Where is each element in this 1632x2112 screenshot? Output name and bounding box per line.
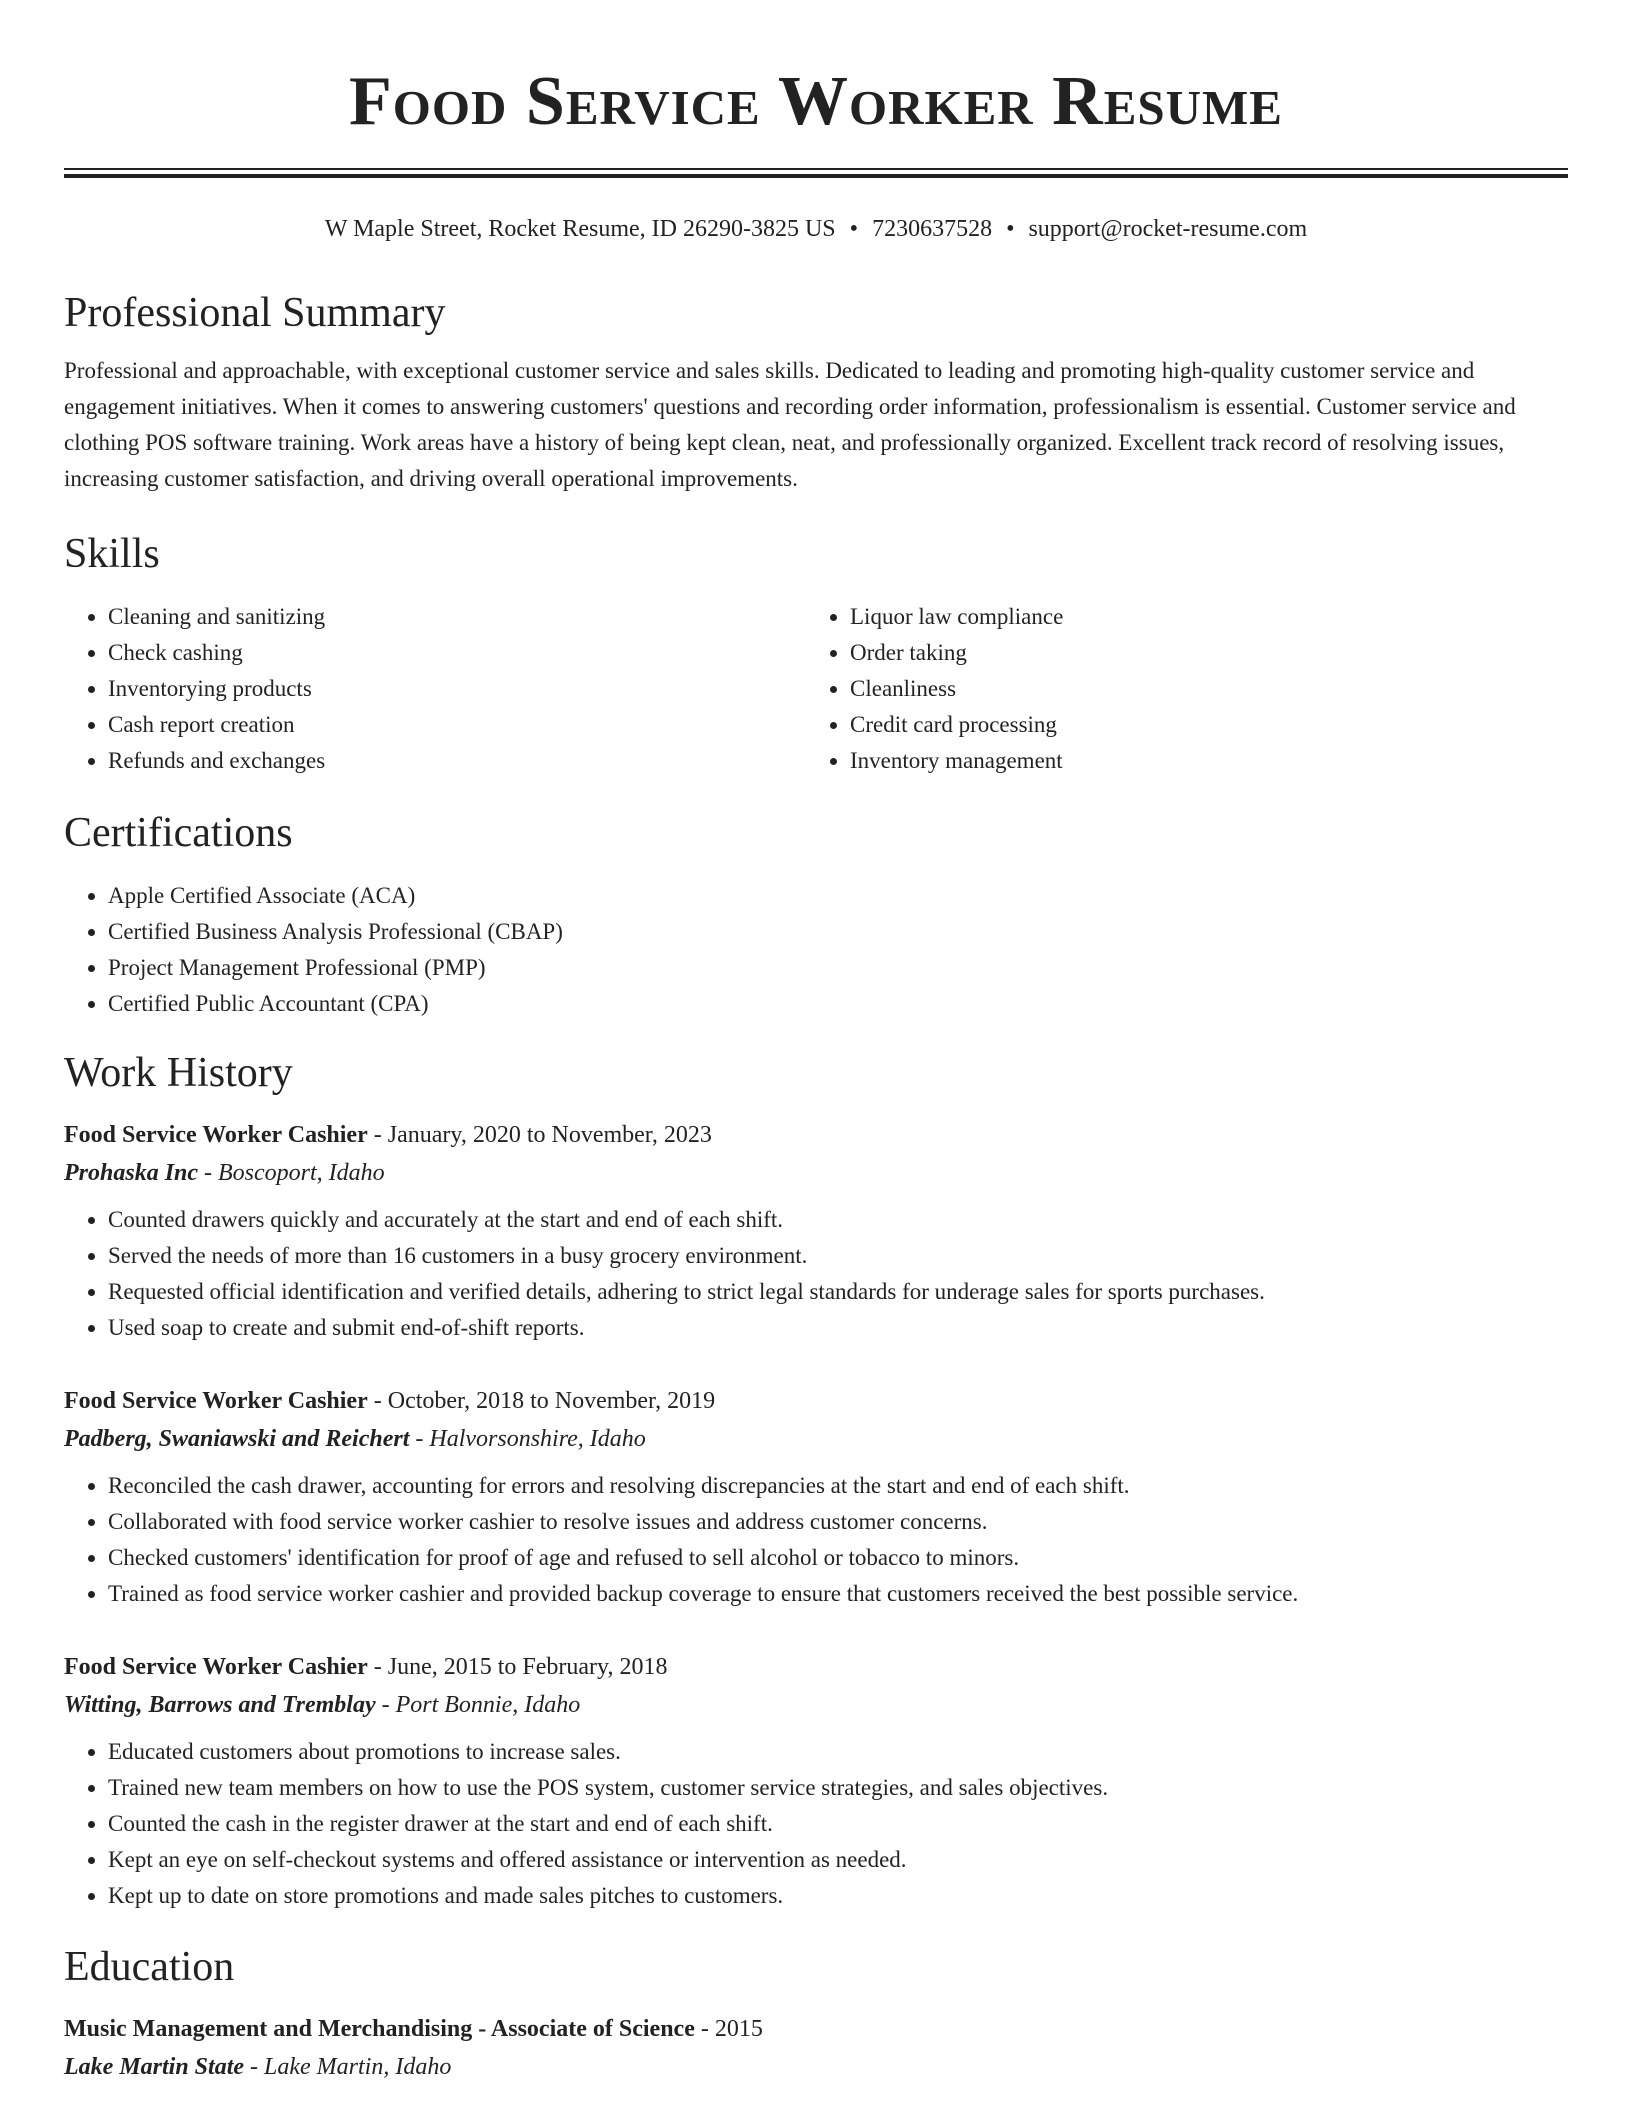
certification-item: • Apple Certified Associate (ACA) bbox=[108, 878, 1568, 914]
contact-separator: • bbox=[1006, 216, 1015, 242]
work-history-section bbox=[64, 1048, 1568, 1914]
title-divider bbox=[64, 168, 1568, 178]
section-heading-summary: Professional Summary bbox=[64, 290, 446, 336]
job-duty: • Reconciled the cash drawer, accounting for errors and resolving discrepancies at the start and end of each shift. bbox=[108, 1468, 1568, 1504]
job-title-line bbox=[64, 1120, 1568, 1150]
skill-item: • Liquor law compliance bbox=[850, 599, 1548, 635]
job-company-line bbox=[64, 1690, 1568, 1720]
job-duties-list bbox=[64, 1468, 1568, 1612]
skill-item: • Inventorying products bbox=[108, 671, 806, 707]
job-entry bbox=[64, 1120, 1568, 1346]
job-company: Padberg, Swaniawski and Reichert bbox=[64, 1426, 410, 1452]
skills-list-left bbox=[64, 599, 806, 779]
contact-phone: 7230637528 bbox=[872, 216, 993, 242]
job-duty: • Trained new team members on how to use the POS system, customer service strategies, and sales objectives. bbox=[108, 1770, 1568, 1806]
education-location: - Lake Martin, Idaho bbox=[244, 2054, 452, 2080]
job-title-line bbox=[64, 1652, 1568, 1682]
skills-section bbox=[64, 529, 1568, 779]
skill-item: • Order taking bbox=[850, 635, 1548, 671]
job-title: Food Service Worker Cashier bbox=[64, 1654, 368, 1680]
job-dates: - January, 2020 to November, 2023 bbox=[367, 1122, 712, 1148]
job-duty: • Requested official identification and verified details, adhering to strict legal standards for underage sales for sports purchases. bbox=[108, 1274, 1568, 1310]
contact-line bbox=[64, 214, 1568, 244]
education-section bbox=[64, 1942, 1568, 2082]
job-duty: • Kept an eye on self-checkout systems and offered assistance or intervention as needed. bbox=[108, 1842, 1568, 1878]
job-duty: • Collaborated with food service worker cashier to resolve issues and address customer concerns. bbox=[108, 1504, 1568, 1540]
job-location: - Port Bonnie, Idaho bbox=[375, 1692, 581, 1718]
job-dates: - June, 2015 to February, 2018 bbox=[367, 1654, 668, 1680]
skills-list-right bbox=[806, 599, 1548, 779]
contact-email: support@rocket-resume.com bbox=[1028, 216, 1308, 242]
job-dates: - October, 2018 to November, 2019 bbox=[367, 1388, 716, 1414]
job-duty: • Counted drawers quickly and accurately at the start and end of each shift. bbox=[108, 1202, 1568, 1238]
education-school-line bbox=[64, 2052, 1568, 2082]
skill-item: • Inventory management bbox=[850, 743, 1548, 779]
skill-item: • Check cashing bbox=[108, 635, 806, 671]
resume-title: Food Service Worker Resume bbox=[349, 63, 1283, 140]
certification-item: • Project Management Professional (PMP) bbox=[108, 950, 1568, 986]
section-heading-skills: Skills bbox=[64, 531, 160, 577]
job-duty: • Checked customers' identification for proof of age and refused to sell alcohol or tobacco to minors. bbox=[108, 1540, 1568, 1576]
education-degree-line bbox=[64, 2014, 1568, 2044]
job-entry bbox=[64, 1386, 1568, 1612]
job-title-line bbox=[64, 1386, 1568, 1416]
skill-item: • Refunds and exchanges bbox=[108, 743, 806, 779]
job-duty: • Served the needs of more than 16 customers in a busy grocery environment. bbox=[108, 1238, 1568, 1274]
section-heading-education: Education bbox=[64, 1944, 235, 1990]
skills-column-left bbox=[64, 599, 806, 779]
job-title: Food Service Worker Cashier bbox=[64, 1388, 368, 1414]
contact-address: W Maple Street, Rocket Resume, ID 26290-3825 US bbox=[324, 216, 836, 242]
job-company-line bbox=[64, 1424, 1568, 1454]
certification-item: • Certified Public Accountant (CPA) bbox=[108, 986, 1568, 1022]
job-duties-list bbox=[64, 1202, 1568, 1346]
education-school: Lake Martin State bbox=[64, 2054, 245, 2080]
contact-separator: • bbox=[849, 216, 859, 242]
certification-item: • Certified Business Analysis Professional (CBAP) bbox=[108, 914, 1568, 950]
job-entry bbox=[64, 1652, 1568, 1914]
skills-column-right bbox=[806, 599, 1548, 779]
job-duty: • Counted the cash in the register drawer at the start and end of each shift. bbox=[108, 1806, 1568, 1842]
job-duty: • Educated customers about promotions to increase sales. bbox=[108, 1734, 1568, 1770]
job-duty: • Trained as food service worker cashier and provided backup coverage to ensure that customers received the best possible service. bbox=[108, 1576, 1568, 1612]
job-duty: • Used soap to create and submit end-of-shift reports. bbox=[108, 1310, 1568, 1346]
section-heading-work-history: Work History bbox=[64, 1050, 293, 1096]
education-degree: Music Management and Merchandising - Associate of Science bbox=[64, 2016, 695, 2042]
skills-grid bbox=[64, 599, 1568, 779]
job-duty: • Kept up to date on store promotions and made sales pitches to customers. bbox=[108, 1878, 1568, 1914]
section-heading-certifications: Certifications bbox=[64, 810, 293, 856]
job-duties-list bbox=[64, 1734, 1568, 1914]
certifications-list bbox=[64, 878, 1568, 1022]
skill-item: • Cleanliness bbox=[850, 671, 1548, 707]
education-year: - 2015 bbox=[694, 2016, 763, 2042]
job-location: - Boscoport, Idaho bbox=[198, 1160, 385, 1186]
job-location: - Halvorsonshire, Idaho bbox=[409, 1426, 646, 1452]
certifications-section bbox=[64, 808, 1568, 1022]
job-company-line bbox=[64, 1158, 1568, 1188]
job-company: Prohaska Inc bbox=[64, 1160, 199, 1186]
summary-text: Professional and approachable, with exceptional customer service and sales skills. Dedicated to leading and promoting high-quality customer service and engagement initiatives. When it comes to answering customers' questions and recording order information, professionalism is essential. Customer service and clothing POS software training. Work areas have a history of being kept clean, neat, and professionally organized. Excellent track record of resolving issues, increasing customer satisfaction, and driving overall operational improvements. bbox=[64, 358, 1516, 491]
education-entry bbox=[64, 2014, 1568, 2082]
job-company: Witting, Barrows and Tremblay bbox=[64, 1692, 376, 1718]
skill-item: • Cleaning and sanitizing bbox=[108, 599, 806, 635]
skill-item: • Cash report creation bbox=[108, 707, 806, 743]
skill-item: • Credit card processing bbox=[850, 707, 1548, 743]
summary-section bbox=[64, 288, 1568, 497]
job-title: Food Service Worker Cashier bbox=[64, 1122, 368, 1148]
